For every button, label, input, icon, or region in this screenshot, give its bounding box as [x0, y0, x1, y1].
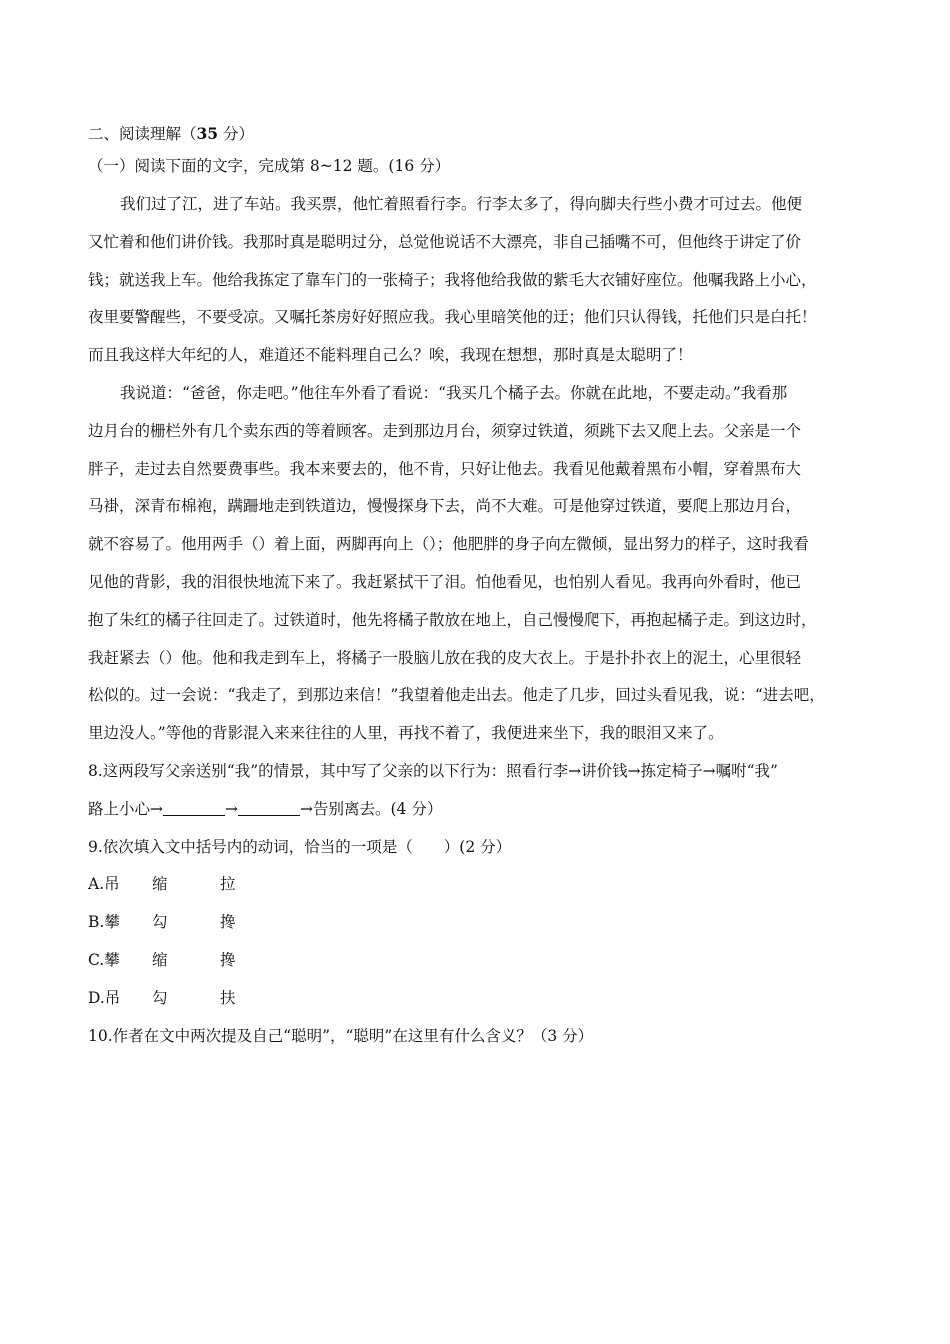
option-label: B.攀	[88, 913, 120, 932]
passage-line: 见他的背影，我的泪很快地流下来了。我赶紧拭干了泪。怕他看见，也怕别人看见。我再向外看时，他已	[88, 572, 802, 591]
option-word: 勾	[152, 988, 168, 1007]
passage-line: 胖子，走过去自然要费事些。我本来要去的，他不肯，只好让他去。我看见他戴着黑布小帽，穿着黑布大	[88, 459, 802, 478]
question-8-line-2	[88, 791, 866, 829]
passage-line: 边月台的栅栏外有几个卖东西的等着顾客。走到那边月台，须穿过铁道，须跳下去又爬上去。父亲是一个	[88, 421, 802, 440]
passage-line: 抱了朱红的橘子往回走了。过铁道时，他先将橘子散放在地上，自己慢慢爬下，再抱起橘子走。到这边时，	[88, 610, 817, 629]
option-word: 缩	[152, 875, 168, 894]
option-word: 扶	[220, 988, 236, 1007]
question-9	[88, 829, 866, 1018]
answer-blank-2[interactable]	[238, 797, 300, 816]
section-title	[88, 118, 866, 150]
answer-blank-1[interactable]	[163, 797, 225, 816]
passage-line: 而且我这样大年纪的人，难道还不能料理自己么？唉，我现在想想，那时真是太聪明了！	[88, 346, 693, 365]
option-label: D.吊	[88, 988, 121, 1007]
passage-line: 夜里要警醒些，不要受凉。又嘱托茶房好好照应我。我心里暗笑他的迂；他们只认得钱，托他们只是白托！	[88, 308, 817, 327]
passage-line: 就不容易了。他用两手（）着上面，两脚再向上（）；他肥胖的身子向左微倾，显出努力的样子，这时我看	[88, 535, 809, 554]
document-page	[88, 118, 866, 1055]
section-title-suffix: 分）	[218, 125, 255, 143]
question-8-stem: 8.这两段写父亲送别“我”的情景，其中写了父亲的以下行为：照看行李→讲价钱→拣定椅子→嘱咐“我”	[88, 761, 778, 780]
passage-line: 又忙着和他们讲价钱。我那时真是聪明过分，总觉他说话不大漂亮，非自己插嘴不可，但他终于讲定了价	[88, 232, 802, 251]
question-8	[88, 753, 866, 829]
sub-section-title: （一）阅读下面的文字，完成第 8~12 题。(16 分）	[88, 157, 451, 175]
option-word: 拉	[220, 875, 236, 894]
option-c[interactable]	[88, 942, 866, 980]
option-word: 缩	[152, 950, 168, 969]
passage-line: 我赶紧去（）他。他和我走到车上，将橘子一股脑儿放在我的皮大衣上。于是扑扑衣上的泥土，心里很轻	[88, 648, 802, 667]
option-word: 搀	[220, 950, 236, 969]
passage-line: 我们过了江，进了车站。我买票，他忙着照看行李。行李太多了，得向脚夫行些小费才可过去。他便	[120, 195, 803, 213]
passage-paragraph-1	[88, 186, 866, 375]
passage-line: 我说道：“爸爸，你走吧。”他往车外看了看说：“我买几个橘子去。你就在此地，不要走动。”我看那	[120, 383, 788, 402]
question-8-text-a: 路上小心→	[88, 799, 163, 818]
question-10-stem: 10.作者在文中两次提及自己“聪明”，“聪明”在这里有什么含义？（3 分）	[88, 1026, 594, 1045]
passage-line: 松似的。过一会说：“我走了，到那边来信！”我望着他走出去。他走了几步，回过头看见我，说：“进去吧，	[88, 686, 825, 705]
option-d[interactable]	[88, 980, 866, 1018]
passage-line: 马褂，深青布棉袍，蹒跚地走到铁道边，慢慢探身下去，尚不大难。可是他穿过铁道，要爬上那边月台，	[88, 497, 802, 516]
option-a[interactable]	[88, 866, 866, 904]
passage-paragraph-2	[88, 375, 866, 753]
option-word: 勾	[152, 913, 168, 932]
passage-line: 里边没人。”等他的背影混入来来往往的人里，再找不着了，我便进来坐下，我的眼泪又来了。	[88, 724, 724, 743]
question-8-arrow: →	[225, 799, 238, 818]
section-title-prefix: 二、阅读理解（	[88, 125, 197, 143]
section-title-score: 35	[196, 124, 219, 143]
question-10	[88, 1018, 866, 1056]
option-b[interactable]	[88, 904, 866, 942]
option-label: C.攀	[88, 950, 120, 969]
option-label: A.吊	[88, 875, 120, 894]
passage-line: 钱；就送我上车。他给我拣定了靠车门的一张椅子；我将他给我做的紫毛大衣铺好座位。他嘱我路上小心，	[88, 270, 817, 289]
question-8-text-c: →告别离去。(4 分）	[300, 799, 443, 818]
option-word: 搀	[220, 913, 236, 932]
question-9-stem: 9.依次填入文中括号内的动词，恰当的一项是（ ）(2 分）	[88, 837, 512, 856]
